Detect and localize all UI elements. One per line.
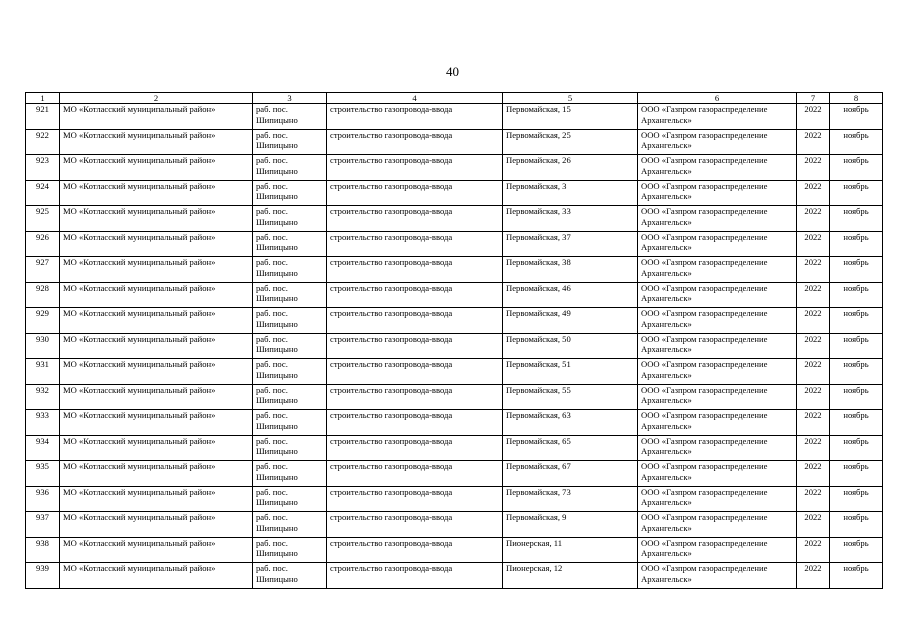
- settlement-type: раб. пос.: [256, 231, 288, 242]
- organization-name: ООО «Газпром газораспределение: [641, 486, 768, 497]
- month-cell: ноябрь: [830, 104, 883, 130]
- settlement-name: Шипицыно: [256, 114, 298, 125]
- settlement-name: Шипицыно: [256, 497, 298, 507]
- organization-name: ООО «Газпром газораспределение: [641, 155, 768, 165]
- municipality-cell: МО «Котласский муниципальный район»: [60, 563, 253, 589]
- settlement-cell: [253, 384, 327, 410]
- row-number-cell: 935: [26, 461, 60, 487]
- settlement-type: раб. пос.: [256, 359, 288, 369]
- settlement-cell: [253, 486, 327, 512]
- municipality-cell: МО «Котласский муниципальный район»: [60, 129, 253, 155]
- column-number: 8: [830, 93, 883, 104]
- municipality-cell: МО «Котласский муниципальный район»: [60, 104, 253, 130]
- organization-cell: [638, 180, 797, 206]
- organization-cell: [638, 282, 797, 308]
- row-number-cell: 922: [26, 129, 60, 155]
- organization-cell: [638, 410, 797, 436]
- settlement-cell: [253, 206, 327, 232]
- table-body: [26, 104, 883, 589]
- row-number-cell: 928: [26, 282, 60, 308]
- row-number-cell: 923: [26, 155, 60, 181]
- column-number: 1: [26, 93, 60, 104]
- settlement-name: Шипицыно: [256, 140, 298, 150]
- settlement-type: раб. пос.: [256, 104, 288, 114]
- organization-name: ООО «Газпром газораспределение: [641, 333, 768, 344]
- row-number-cell: 929: [26, 308, 60, 334]
- organization-city: Архангельск»: [641, 446, 692, 456]
- address-cell: Первомайская, 38: [503, 257, 638, 283]
- settlement-name: Шипицыно: [256, 242, 298, 252]
- organization-city: Архангельск»: [641, 140, 692, 150]
- table-row: [26, 155, 883, 181]
- month-cell: ноябрь: [830, 512, 883, 538]
- settlement-cell: [253, 435, 327, 461]
- organization-name: ООО «Газпром газораспределение: [641, 206, 768, 216]
- table-row: [26, 537, 883, 563]
- settlement-cell: [253, 231, 327, 257]
- row-number-cell: 926: [26, 231, 60, 257]
- settlement-cell: [253, 180, 327, 206]
- row-number-cell: 937: [26, 512, 60, 538]
- work-type-cell: строительство газопровода-ввода: [327, 155, 503, 181]
- municipality-cell: МО «Котласский муниципальный район»: [60, 333, 253, 359]
- work-type-cell: строительство газопровода-ввода: [327, 180, 503, 206]
- year-cell: 2022: [797, 282, 830, 308]
- organization-cell: [638, 537, 797, 563]
- organization-name: ООО «Газпром газораспределение: [641, 257, 768, 267]
- column-number: 4: [327, 93, 503, 104]
- month-cell: ноябрь: [830, 155, 883, 181]
- year-cell: 2022: [797, 104, 830, 130]
- organization-city: Архангельск»: [641, 497, 692, 507]
- column-number: 2: [60, 93, 253, 104]
- organization-city: Архангельск»: [641, 395, 692, 405]
- month-cell: ноябрь: [830, 384, 883, 410]
- row-number-cell: 934: [26, 435, 60, 461]
- settlement-type: раб. пос.: [256, 461, 288, 471]
- organization-cell: [638, 563, 797, 589]
- row-number-cell: 932: [26, 384, 60, 410]
- settlement-name: Шипицыно: [256, 548, 298, 558]
- column-number: 7: [797, 93, 830, 104]
- settlement-type: раб. пос.: [256, 282, 288, 293]
- address-cell: Первомайская, 63: [503, 410, 638, 436]
- organization-name: ООО «Газпром газораспределение: [641, 563, 768, 573]
- work-type-cell: строительство газопровода-ввода: [327, 206, 503, 232]
- settlement-type: раб. пос.: [256, 308, 288, 318]
- gasification-table: [25, 92, 883, 589]
- address-cell: Первомайская, 67: [503, 461, 638, 487]
- row-number-cell: 931: [26, 359, 60, 385]
- table-row: [26, 282, 883, 308]
- month-cell: ноябрь: [830, 231, 883, 257]
- organization-cell: [638, 461, 797, 487]
- settlement-type: раб. пос.: [256, 486, 288, 497]
- organization-name: ООО «Газпром газораспределение: [641, 308, 768, 318]
- row-number-cell: 924: [26, 180, 60, 206]
- year-cell: 2022: [797, 410, 830, 436]
- municipality-cell: МО «Котласский муниципальный район»: [60, 282, 253, 308]
- organization-cell: [638, 308, 797, 334]
- address-cell: Первомайская, 65: [503, 435, 638, 461]
- organization-city: Архангельск»: [641, 191, 692, 201]
- organization-cell: [638, 231, 797, 257]
- settlement-name: Шипицыно: [256, 369, 298, 380]
- settlement-cell: [253, 257, 327, 283]
- organization-cell: [638, 129, 797, 155]
- municipality-cell: МО «Котласский муниципальный район»: [60, 180, 253, 206]
- settlement-name: Шипицыно: [256, 165, 298, 176]
- row-number-cell: 936: [26, 486, 60, 512]
- organization-name: ООО «Газпром газораспределение: [641, 537, 768, 548]
- settlement-type: раб. пос.: [256, 180, 288, 191]
- settlement-cell: [253, 537, 327, 563]
- settlement-name: Шипицыно: [256, 318, 298, 329]
- table-row: [26, 563, 883, 589]
- table-row: [26, 486, 883, 512]
- settlement-name: Шипицыно: [256, 344, 298, 354]
- organization-cell: [638, 257, 797, 283]
- year-cell: 2022: [797, 257, 830, 283]
- work-type-cell: строительство газопровода-ввода: [327, 308, 503, 334]
- municipality-cell: МО «Котласский муниципальный район»: [60, 512, 253, 538]
- settlement-name: Шипицыно: [256, 522, 298, 533]
- organization-name: ООО «Газпром газораспределение: [641, 435, 768, 446]
- settlement-type: раб. пос.: [256, 410, 288, 420]
- work-type-cell: строительство газопровода-ввода: [327, 257, 503, 283]
- municipality-cell: МО «Котласский муниципальный район»: [60, 359, 253, 385]
- table-row: [26, 461, 883, 487]
- organization-city: Архангельск»: [641, 318, 692, 329]
- settlement-type: раб. пос.: [256, 563, 288, 573]
- organization-name: ООО «Газпром газораспределение: [641, 104, 768, 114]
- table-row: [26, 384, 883, 410]
- work-type-cell: строительство газопровода-ввода: [327, 486, 503, 512]
- settlement-cell: [253, 333, 327, 359]
- organization-name: ООО «Газпром газораспределение: [641, 282, 768, 293]
- month-cell: ноябрь: [830, 180, 883, 206]
- work-type-cell: строительство газопровода-ввода: [327, 410, 503, 436]
- row-number-cell: 921: [26, 104, 60, 130]
- organization-name: ООО «Газпром газораспределение: [641, 359, 768, 369]
- month-cell: ноябрь: [830, 359, 883, 385]
- settlement-name: Шипицыно: [256, 216, 298, 227]
- municipality-cell: МО «Котласский муниципальный район»: [60, 486, 253, 512]
- address-cell: Первомайская, 50: [503, 333, 638, 359]
- address-cell: Первомайская, 37: [503, 231, 638, 257]
- table-row: [26, 435, 883, 461]
- work-type-cell: строительство газопровода-ввода: [327, 384, 503, 410]
- row-number-cell: 925: [26, 206, 60, 232]
- month-cell: ноябрь: [830, 410, 883, 436]
- year-cell: 2022: [797, 308, 830, 334]
- table-row: [26, 104, 883, 130]
- settlement-cell: [253, 308, 327, 334]
- organization-cell: [638, 435, 797, 461]
- address-cell: Первомайская, 55: [503, 384, 638, 410]
- work-type-cell: строительство газопровода-ввода: [327, 359, 503, 385]
- organization-city: Архангельск»: [641, 548, 692, 558]
- table-row: [26, 206, 883, 232]
- year-cell: 2022: [797, 231, 830, 257]
- settlement-cell: [253, 512, 327, 538]
- settlement-name: Шипицыно: [256, 395, 298, 405]
- year-cell: 2022: [797, 333, 830, 359]
- settlement-cell: [253, 563, 327, 589]
- organization-cell: [638, 486, 797, 512]
- organization-city: Архангельск»: [641, 344, 692, 354]
- table-row: [26, 333, 883, 359]
- settlement-type: раб. пос.: [256, 537, 288, 548]
- settlement-cell: [253, 282, 327, 308]
- organization-city: Архангельск»: [641, 369, 692, 380]
- settlement-cell: [253, 155, 327, 181]
- organization-name: ООО «Газпром газораспределение: [641, 231, 768, 242]
- work-type-cell: строительство газопровода-ввода: [327, 104, 503, 130]
- table-row: [26, 180, 883, 206]
- organization-city: Архангельск»: [641, 573, 692, 584]
- month-cell: ноябрь: [830, 537, 883, 563]
- work-type-cell: строительство газопровода-ввода: [327, 435, 503, 461]
- table-row: [26, 129, 883, 155]
- organization-city: Архангельск»: [641, 471, 692, 482]
- year-cell: 2022: [797, 486, 830, 512]
- settlement-cell: [253, 129, 327, 155]
- row-number-cell: 939: [26, 563, 60, 589]
- address-cell: Первомайская, 9: [503, 512, 638, 538]
- table-row: [26, 308, 883, 334]
- address-cell: Первомайская, 3: [503, 180, 638, 206]
- work-type-cell: строительство газопровода-ввода: [327, 129, 503, 155]
- municipality-cell: МО «Котласский муниципальный район»: [60, 461, 253, 487]
- organization-name: ООО «Газпром газораспределение: [641, 384, 768, 395]
- table-row: [26, 512, 883, 538]
- month-cell: ноябрь: [830, 435, 883, 461]
- row-number-cell: 927: [26, 257, 60, 283]
- month-cell: ноябрь: [830, 333, 883, 359]
- settlement-type: раб. пос.: [256, 129, 288, 140]
- organization-cell: [638, 206, 797, 232]
- table-row: [26, 359, 883, 385]
- settlement-name: Шипицыно: [256, 471, 298, 482]
- settlement-name: Шипицыно: [256, 293, 298, 303]
- year-cell: 2022: [797, 461, 830, 487]
- column-number: 6: [638, 93, 797, 104]
- address-cell: Первомайская, 73: [503, 486, 638, 512]
- table-row: [26, 257, 883, 283]
- settlement-type: раб. пос.: [256, 333, 288, 344]
- settlement-cell: [253, 359, 327, 385]
- organization-cell: [638, 359, 797, 385]
- address-cell: Пионерская, 12: [503, 563, 638, 589]
- settlement-cell: [253, 410, 327, 436]
- work-type-cell: строительство газопровода-ввода: [327, 512, 503, 538]
- municipality-cell: МО «Котласский муниципальный район»: [60, 231, 253, 257]
- work-type-cell: строительство газопровода-ввода: [327, 282, 503, 308]
- municipality-cell: МО «Котласский муниципальный район»: [60, 206, 253, 232]
- organization-city: Архангельск»: [641, 267, 692, 278]
- year-cell: 2022: [797, 537, 830, 563]
- organization-city: Архангельск»: [641, 216, 692, 227]
- organization-city: Архангельск»: [641, 420, 692, 431]
- year-cell: 2022: [797, 512, 830, 538]
- organization-name: ООО «Газпром газораспределение: [641, 512, 768, 522]
- organization-city: Архангельск»: [641, 165, 692, 176]
- organization-city: Архангельск»: [641, 522, 692, 533]
- address-cell: Первомайская, 33: [503, 206, 638, 232]
- year-cell: 2022: [797, 563, 830, 589]
- address-cell: Первомайская, 25: [503, 129, 638, 155]
- municipality-cell: МО «Котласский муниципальный район»: [60, 155, 253, 181]
- organization-cell: [638, 512, 797, 538]
- address-cell: Первомайская, 46: [503, 282, 638, 308]
- work-type-cell: строительство газопровода-ввода: [327, 537, 503, 563]
- row-number-cell: 938: [26, 537, 60, 563]
- work-type-cell: строительство газопровода-ввода: [327, 231, 503, 257]
- year-cell: 2022: [797, 435, 830, 461]
- address-cell: Пионерская, 11: [503, 537, 638, 563]
- work-type-cell: строительство газопровода-ввода: [327, 563, 503, 589]
- month-cell: ноябрь: [830, 129, 883, 155]
- settlement-name: Шипицыно: [256, 191, 298, 201]
- address-cell: Первомайская, 15: [503, 104, 638, 130]
- year-cell: 2022: [797, 180, 830, 206]
- municipality-cell: МО «Котласский муниципальный район»: [60, 537, 253, 563]
- row-number-cell: 930: [26, 333, 60, 359]
- organization-cell: [638, 384, 797, 410]
- settlement-type: раб. пос.: [256, 257, 288, 267]
- organization-cell: [638, 333, 797, 359]
- address-cell: Первомайская, 49: [503, 308, 638, 334]
- settlement-name: Шипицыно: [256, 420, 298, 431]
- year-cell: 2022: [797, 155, 830, 181]
- year-cell: 2022: [797, 384, 830, 410]
- settlement-type: раб. пос.: [256, 206, 288, 216]
- organization-city: Архангельск»: [641, 242, 692, 252]
- municipality-cell: МО «Котласский муниципальный район»: [60, 410, 253, 436]
- settlement-name: Шипицыно: [256, 573, 298, 584]
- row-number-cell: 933: [26, 410, 60, 436]
- settlement-name: Шипицыно: [256, 267, 298, 278]
- settlement-type: раб. пос.: [256, 435, 288, 446]
- organization-cell: [638, 155, 797, 181]
- municipality-cell: МО «Котласский муниципальный район»: [60, 435, 253, 461]
- month-cell: ноябрь: [830, 206, 883, 232]
- address-cell: Первомайская, 51: [503, 359, 638, 385]
- organization-city: Архангельск»: [641, 293, 692, 303]
- settlement-name: Шипицыно: [256, 446, 298, 456]
- settlement-type: раб. пос.: [256, 512, 288, 522]
- organization-name: ООО «Газпром газораспределение: [641, 461, 768, 471]
- work-type-cell: строительство газопровода-ввода: [327, 461, 503, 487]
- month-cell: ноябрь: [830, 563, 883, 589]
- column-number-row: [26, 93, 883, 104]
- month-cell: ноябрь: [830, 486, 883, 512]
- year-cell: 2022: [797, 206, 830, 232]
- column-number: 5: [503, 93, 638, 104]
- address-cell: Первомайская, 26: [503, 155, 638, 181]
- organization-cell: [638, 104, 797, 130]
- work-type-cell: строительство газопровода-ввода: [327, 333, 503, 359]
- municipality-cell: МО «Котласский муниципальный район»: [60, 257, 253, 283]
- month-cell: ноябрь: [830, 282, 883, 308]
- column-number: 3: [253, 93, 327, 104]
- settlement-cell: [253, 104, 327, 130]
- settlement-type: раб. пос.: [256, 155, 288, 165]
- month-cell: ноябрь: [830, 257, 883, 283]
- organization-name: ООО «Газпром газораспределение: [641, 129, 768, 140]
- settlement-cell: [253, 461, 327, 487]
- year-cell: 2022: [797, 359, 830, 385]
- municipality-cell: МО «Котласский муниципальный район»: [60, 308, 253, 334]
- table-row: [26, 410, 883, 436]
- municipality-cell: МО «Котласский муниципальный район»: [60, 384, 253, 410]
- month-cell: ноябрь: [830, 461, 883, 487]
- organization-city: Архангельск»: [641, 114, 692, 125]
- table-row: [26, 231, 883, 257]
- organization-name: ООО «Газпром газораспределение: [641, 410, 768, 420]
- year-cell: 2022: [797, 129, 830, 155]
- organization-name: ООО «Газпром газораспределение: [641, 180, 768, 191]
- settlement-type: раб. пос.: [256, 384, 288, 395]
- page-number: 40: [446, 64, 459, 79]
- month-cell: ноябрь: [830, 308, 883, 334]
